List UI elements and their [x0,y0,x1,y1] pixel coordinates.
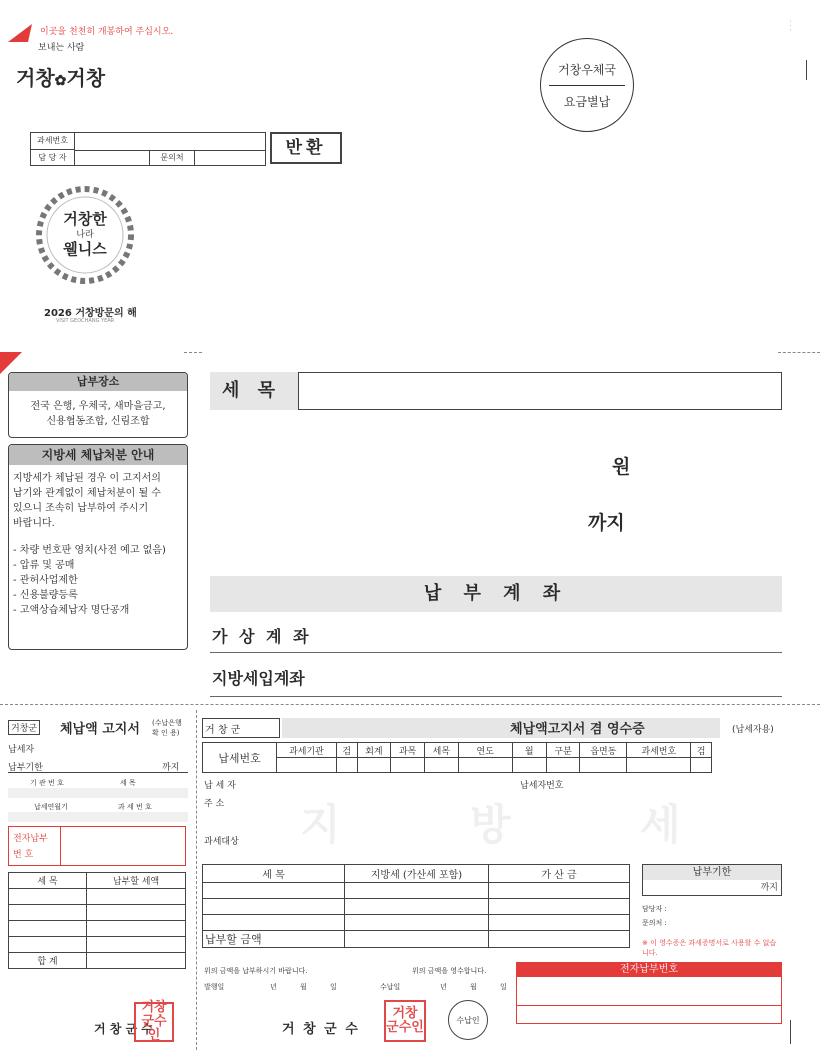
watermark-char: 지 [300,800,341,849]
watermark-char: 세 [640,800,681,849]
stub-title-note: (수납은행 확 인 용) [152,719,182,737]
due-date-box: 납부기한 까지 [642,864,782,896]
receipt-logo: 거 창 군 [202,718,280,738]
postage-stamp [540,38,634,132]
guide-item: - 고액상습체납자 명단공개 [13,605,130,616]
local-tax-account-label: 지방세입계좌 [212,669,305,688]
guide-item: - 관허사업제한 [13,575,78,586]
tax-item-field [298,372,782,410]
until-label: 까지 [588,512,625,534]
tax-code-table: 납세번호 과세기관 검 회계 과목 세목 연도 월 구분 읍면동 과세번호 검 [202,742,712,773]
open-notice: 이곳을 천천히 개봉하여 주십시오. [40,27,174,37]
visit-year-subtext: VISIT GEOCHANG YEAR [56,318,115,324]
stub-county-head: 거 창 군 수 [94,1022,153,1036]
receipt-official-seal: 거창 군수인 [384,1000,426,1042]
red-corner-icon [0,352,22,374]
receipt-amount-table: 세 목 지방세 (가산세 포함) 가 산 금 납부할 금액 [202,864,630,948]
stub-amount-table: 세 목 납부할 세액 합 계 [8,872,186,969]
receipt-copy-label: (납세자용) [732,725,774,735]
tax-item-label: 세 목 [210,372,298,410]
virtual-account-label: 가 상 계 좌 [212,627,312,646]
receipt-warning: ※ 이 영수증은 과세증명서로 사용할 수 없습니다. [642,939,777,957]
wellness-emblem: 거창한 나라 웰니스 [30,180,140,290]
sender-label: 보내는 사람 [38,43,85,53]
stub-epay-box: 전자납부 번 호 [8,826,186,866]
red-triangle-icon [8,22,34,44]
watermark-char: 방 [470,800,511,849]
stub-official-seal: 거창 군수인 [134,1002,174,1042]
guide-item: - 차량 번호판 영치(사전 예고 없음) [13,545,166,556]
return-label: 반환 [270,132,342,164]
tax-info-box: 과세번호 담 당 자 문의처 [30,132,266,166]
guide-item: - 신용불량등록 [13,590,78,601]
post-office: 거창우체국 [558,63,616,77]
visit-year-text: 2026 거창방문의 해 [44,308,137,319]
delinquency-guide-box: 지방세 체납처분 안내 지방세가 체납된 경우 이 고지서의 납기와 관계없이 체납처분이 될 수 있으니 조속히 납부하여 주시기 바랍니다. - 차량 번호판 영치(사전 예고 없음) - 압류 및 공매 - 관허사업제한 - 신용불량등록 - 고액상습체납자 명단공개 [8,444,188,650]
guide-item: - 압류 및 공매 [13,560,75,571]
brand-logo: 거창✿거창 [16,66,106,90]
epay-number-box: 전자납부번호 [516,962,782,1024]
postage-fee: 요금별납 [563,95,611,109]
account-title: 납 부 계 좌 [210,576,782,612]
receipt-title: 체납액고지서 겸 영수증 [510,722,645,737]
won-label: 원 [612,456,631,478]
stub-title: 체납액 고지서 [60,722,140,737]
payment-place-box: 납부장소 전국 은행, 우체국, 새마을금고, 신용협동조합, 신림조합 [8,372,188,438]
receipt-stamp-circle: 수납인 [448,1000,488,1040]
stub-logo: 거창군 [8,720,40,735]
receipt-county-head: 거 창 군 수 [282,1022,360,1037]
